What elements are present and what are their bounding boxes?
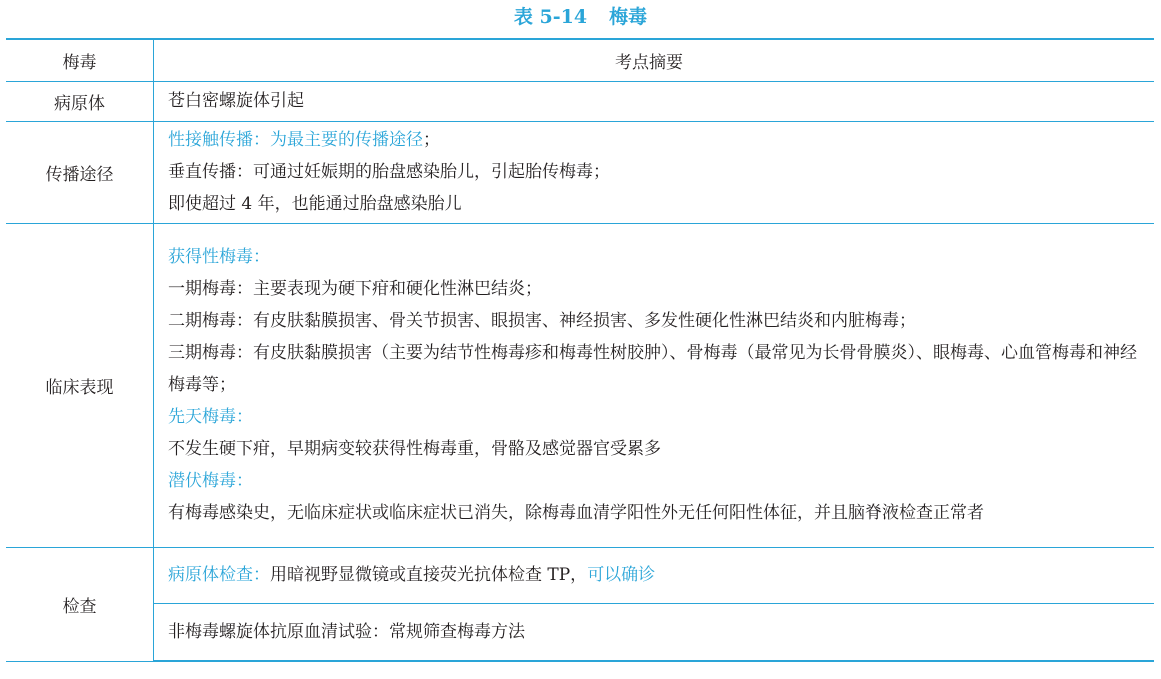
table-row-clinical bbox=[6, 223, 1154, 547]
table-number: 表 5-14 bbox=[513, 6, 588, 28]
transmission-line-2: 垂直传播：可通过妊娠期的胎盘感染胎儿，引起胎传梅毒； bbox=[168, 162, 610, 182]
row-label-pathogen: 病原体 bbox=[6, 81, 154, 121]
table-row-pathogen bbox=[6, 81, 1154, 121]
header-col1: 梅毒 bbox=[6, 39, 154, 81]
exam-line-1 bbox=[168, 559, 1144, 591]
exam-line1-mid: 用暗视野显微镜或直接荧光抗体检查 TP， bbox=[270, 565, 588, 585]
pathogen-text: 苍白密螺旋体引起 bbox=[168, 91, 304, 111]
table-row-exam-1 bbox=[6, 547, 1154, 603]
table-title bbox=[0, 2, 1161, 32]
transmission-line1-rest: ； bbox=[423, 130, 440, 150]
table-row-exam-2 bbox=[6, 603, 1154, 661]
latent-heading: 潜伏梅毒： bbox=[168, 471, 253, 491]
stage1-text: 一期梅毒：主要表现为硬下疳和硬化性淋巴结炎； bbox=[168, 279, 542, 299]
table-header-row bbox=[6, 39, 1154, 81]
congenital-heading: 先天梅毒： bbox=[168, 407, 253, 427]
congenital-text: 不发生硬下疳，早期病变较获得性梅毒重，骨骼及感觉器官受累多 bbox=[168, 439, 661, 459]
stage3-text: 三期梅毒：有皮肤黏膜损害（主要为结节性梅毒疹和梅毒性树胶肿）、骨梅毒（最常见为长骨骨膜炎）、眼梅毒、心血管梅毒和神经梅毒等； bbox=[168, 343, 1137, 395]
row-label-transmission: 传播途径 bbox=[6, 121, 154, 223]
exam-confirm-highlight: 可以确诊 bbox=[587, 565, 656, 585]
exam-line-2: 非梅毒螺旋体抗原血清试验：常规筛查梅毒方法 bbox=[168, 621, 525, 642]
syphilis-table bbox=[6, 38, 1154, 662]
row-label-exam: 检查 bbox=[6, 547, 154, 661]
row-label-clinical: 临床表现 bbox=[6, 223, 154, 547]
transmission-sexual-highlight: 性接触传播：为最主要的传播途径 bbox=[168, 130, 423, 150]
stage2-text: 二期梅毒：有皮肤黏膜损害、骨关节损害、眼损害、神经损害、多发性硬化性淋巴结炎和内脏梅毒； bbox=[168, 311, 916, 331]
acquired-heading: 获得性梅毒： bbox=[168, 247, 270, 267]
transmission-line-1 bbox=[168, 124, 1144, 156]
latent-text: 有梅毒感染史，无临床症状或临床症状已消失，除梅毒血清学阳性外无任何阳性体征，并且脑脊液检查正常者 bbox=[168, 503, 984, 523]
table-title-text: 梅毒 bbox=[609, 6, 648, 28]
header-col2: 考点摘要 bbox=[154, 39, 1155, 81]
transmission-line-3: 即使超过 4 年，也能通过胎盘感染胎儿 bbox=[168, 194, 462, 214]
exam-pathogen-highlight: 病原体检查： bbox=[168, 565, 270, 585]
table-row-transmission bbox=[6, 121, 1154, 223]
